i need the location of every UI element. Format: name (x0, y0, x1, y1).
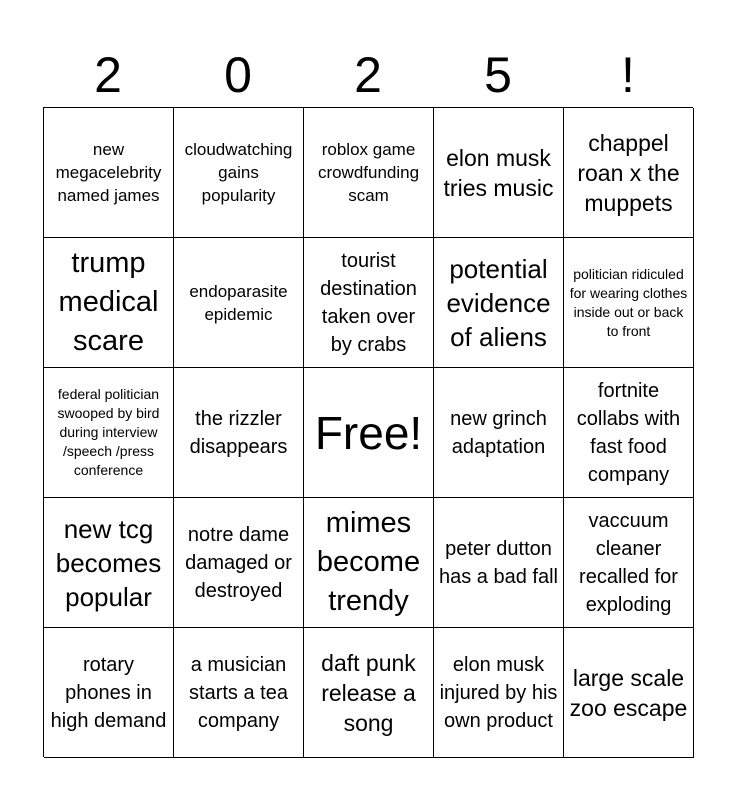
bingo-cell[interactable] (304, 108, 434, 238)
bingo-cell-text: a musician starts a tea company (189, 653, 288, 732)
bingo-cell-text: large scale zoo escape (569, 664, 688, 721)
bingo-cell[interactable] (44, 238, 174, 368)
bingo-cell-text: mimes become trendy (316, 507, 421, 617)
bingo-cell[interactable] (174, 628, 304, 758)
bingo-cell[interactable] (44, 368, 174, 498)
bingo-cell[interactable] (304, 238, 434, 368)
bingo-cell[interactable] (174, 108, 304, 238)
bingo-cell[interactable] (434, 368, 564, 498)
bingo-cell-text: trump medical scare (58, 247, 159, 357)
bingo-cell[interactable] (44, 628, 174, 758)
bingo-cell-text: chappel roan x the muppets (577, 129, 680, 216)
bingo-cell[interactable] (44, 108, 174, 238)
bingo-cell-text: rotary phones in high demand (50, 653, 167, 732)
bingo-cell[interactable] (564, 108, 694, 238)
bingo-cell-text: new tcg becomes popular (55, 513, 162, 612)
bingo-cell[interactable] (434, 108, 564, 238)
bingo-cell-text: new megacelebrity named james (55, 140, 162, 205)
bingo-cell-text: cloudwatching gains popularity (184, 140, 293, 205)
bingo-cell[interactable] (174, 368, 304, 498)
bingo-cell-text: elon musk tries music (443, 144, 554, 201)
bingo-cell[interactable] (564, 238, 694, 368)
bingo-cell[interactable] (564, 498, 694, 628)
bingo-cell-text: daft punk release a song (321, 649, 416, 736)
bingo-cell-text: Free! (314, 406, 423, 459)
bingo-cell-text: tourist destination taken over by crabs (320, 249, 417, 356)
bingo-board (43, 107, 693, 757)
bingo-cell-text: notre dame damaged or destroyed (185, 523, 292, 602)
bingo-cell-text: peter dutton has a bad fall (439, 537, 558, 588)
bingo-cell-text: politician ridiculed for wearing clothes inside out or back to front (569, 265, 688, 339)
bingo-cell-text: endoparasite epidemic (189, 281, 288, 324)
bingo-cell[interactable] (434, 238, 564, 368)
bingo-cell[interactable] (564, 628, 694, 758)
bingo-cell[interactable] (44, 498, 174, 628)
bingo-cell-text: the rizzler disappears (189, 407, 288, 458)
header-letter: 5 (484, 47, 512, 103)
bingo-cell-text: vaccuum cleaner recalled for exploding (579, 509, 678, 616)
header-letter: 0 (224, 47, 252, 103)
bingo-cell[interactable] (434, 498, 564, 628)
free-space-cell[interactable] (304, 368, 434, 498)
bingo-cell[interactable] (434, 628, 564, 758)
bingo-cell[interactable] (174, 498, 304, 628)
bingo-cell-text: roblox game crowdfunding scam (317, 140, 420, 205)
bingo-cell[interactable] (564, 368, 694, 498)
header-letter: ! (621, 47, 635, 103)
bingo-cell-text: federal politician swooped by bird during interview /speech /press conference (57, 386, 160, 478)
bingo-cell-text: fortnite collabs with fast food company (576, 379, 681, 486)
bingo-cell-text: potential evidence of aliens (446, 253, 551, 352)
bingo-cell-text: elon musk injured by his own product (439, 653, 558, 732)
header-letter: 2 (354, 47, 382, 103)
bingo-cell[interactable] (174, 238, 304, 368)
bingo-cell[interactable] (304, 628, 434, 758)
bingo-header (43, 44, 693, 106)
bingo-cell[interactable] (304, 498, 434, 628)
bingo-cell-text: new grinch adaptation (450, 407, 547, 458)
header-letter: 2 (94, 47, 122, 103)
